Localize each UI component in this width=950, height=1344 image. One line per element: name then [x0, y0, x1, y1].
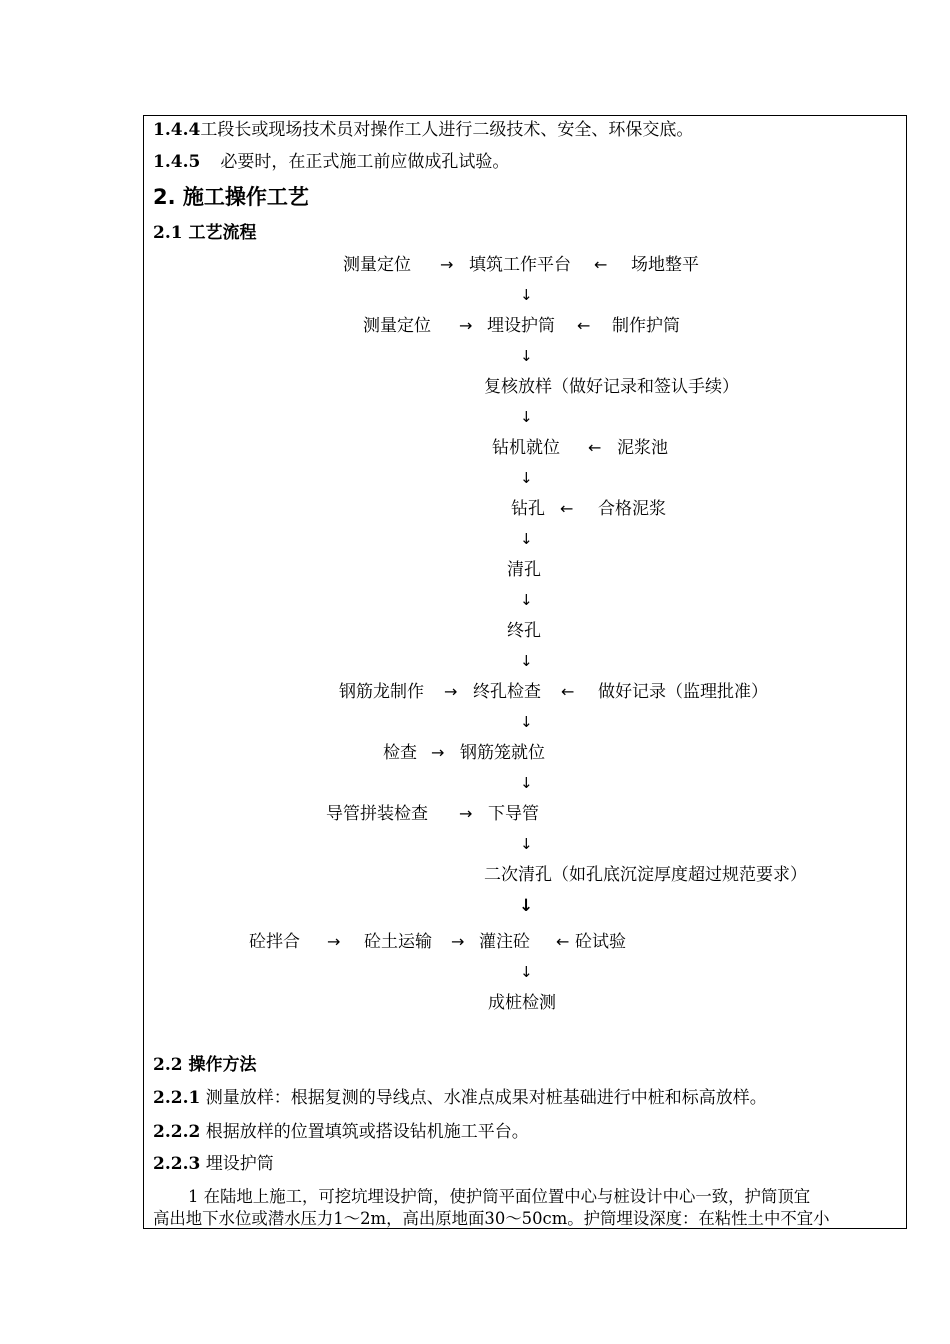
flow-node-lower-tremie: 下导管: [488, 804, 539, 824]
flow-node-drilling: 钻孔: [511, 499, 545, 519]
flow-node-make-casing: 制作护筒: [612, 316, 680, 336]
flow-node-hole-cleaning: 清孔: [507, 560, 541, 580]
arrow-right-icon: →: [444, 682, 458, 701]
arrow-down-icon: ↓: [520, 963, 533, 981]
flow-node-secondary-cleaning: 二次清孔（如孔底沉淀厚度超过规范要求）: [484, 865, 807, 885]
arrow-left-icon: ←: [588, 438, 602, 457]
clause-1-4-5: [153, 152, 509, 172]
flow-node-concrete-transport: 砼土运输: [364, 932, 432, 952]
flow-node-cage-placement: 钢筋笼就位: [460, 743, 545, 763]
arrow-right-icon: →: [327, 932, 341, 951]
flow-node-rig-position: 钻机就位: [492, 438, 560, 458]
arrow-right-icon: →: [451, 932, 465, 951]
arrow-left-icon: ←: [556, 932, 570, 951]
clause-number: 1.4.4: [153, 120, 201, 140]
clause-number: 2.2.2: [153, 1122, 201, 1142]
clause-text: 工段长或现场技术员对操作工人进行二级技术、安全、环保交底。: [200, 120, 694, 140]
arrow-down-icon: ↓: [520, 469, 533, 487]
clause-number: 2.2.3: [153, 1154, 201, 1174]
flow-node-cage-fabrication: 钢筋龙制作: [339, 682, 424, 702]
flow-node-final-hole: 终孔: [507, 621, 541, 641]
flow-node-survey-1: 测量定位: [343, 255, 411, 275]
clause-2-2-3: [153, 1154, 274, 1174]
arrow-left-icon: ←: [560, 499, 574, 518]
arrow-down-icon: ↓: [520, 774, 533, 792]
arrow-down-icon: ↓: [520, 408, 533, 426]
arrow-down-icon: ↓: [520, 835, 533, 853]
flow-node-mud-pit: 泥浆池: [617, 438, 668, 458]
arrow-down-icon: ↓: [520, 347, 533, 365]
flow-node-qualified-mud: 合格泥浆: [598, 499, 666, 519]
flow-node-pile-testing: 成桩检测: [488, 993, 556, 1013]
arrow-down-icon: ↓: [520, 591, 533, 609]
arrow-down-icon: ↓: [520, 530, 533, 548]
arrow-left-icon: ←: [577, 316, 591, 335]
flow-node-final-inspection: 终孔检查: [473, 682, 541, 702]
clause-2-2-1: [153, 1088, 767, 1108]
paragraph-line-2: 高出地下水位或潜水压力1～2m，高出原地面30～50cm。护筒埋设深度：在粘性土中不宜小: [153, 1209, 830, 1228]
arrow-left-icon: ←: [594, 255, 608, 274]
arrow-right-icon: →: [459, 804, 473, 823]
flow-node-pour-concrete: 灌注砼: [479, 932, 530, 952]
clause-1-4-4: [153, 120, 693, 140]
clause-text: 测量放样：根据复测的导线点、水准点成果对桩基础进行中桩和标高放样。: [205, 1088, 767, 1108]
arrow-down-icon: ↓: [519, 896, 534, 916]
flow-node-recheck: 复核放样（做好记录和签认手续）: [484, 377, 739, 397]
flow-node-bury-casing: 埋设护筒: [487, 316, 555, 336]
section-2-2-heading: 2.2 操作方法: [153, 1055, 257, 1075]
clause-number: 2.2.1: [153, 1088, 201, 1108]
arrow-right-icon: →: [459, 316, 473, 335]
paragraph-line-1: 1 在陆地上施工，可挖坑埋设护筒，使护筒平面位置中心与桩设计中心一致，护筒顶宜: [188, 1187, 811, 1206]
flow-node-platform: 填筑工作平台: [469, 255, 571, 275]
section-2-heading: 2. 施工操作工艺: [153, 185, 309, 209]
flow-node-concrete-test: 砼试验: [575, 932, 626, 952]
clause-text: 埋设护筒: [205, 1154, 274, 1174]
arrow-down-icon: ↓: [520, 713, 533, 731]
clause-text: 必要时，在正式施工前应做成孔试验。: [220, 152, 510, 172]
flow-node-survey-2: 测量定位: [363, 316, 431, 336]
arrow-right-icon: →: [431, 743, 445, 762]
flow-node-tremie-assembly: 导管拼装检查: [326, 804, 428, 824]
clause-text: 根据放样的位置填筑或搭设钻机施工平台。: [205, 1122, 529, 1142]
section-2-1-heading: 2.1 工艺流程: [153, 223, 257, 243]
flow-node-leveling: 场地整平: [631, 255, 699, 275]
document-frame: [143, 115, 907, 1229]
arrow-down-icon: ↓: [520, 286, 533, 304]
clause-2-2-2: [153, 1122, 529, 1142]
flow-node-concrete-mixing: 砼拌合: [249, 932, 300, 952]
clause-number: 1.4.5: [153, 152, 201, 172]
arrow-down-icon: ↓: [520, 652, 533, 670]
flow-node-inspect: 检查: [383, 743, 417, 763]
arrow-left-icon: ←: [561, 682, 575, 701]
arrow-right-icon: →: [440, 255, 454, 274]
flow-node-record-approval: 做好记录（监理批准）: [598, 682, 768, 702]
